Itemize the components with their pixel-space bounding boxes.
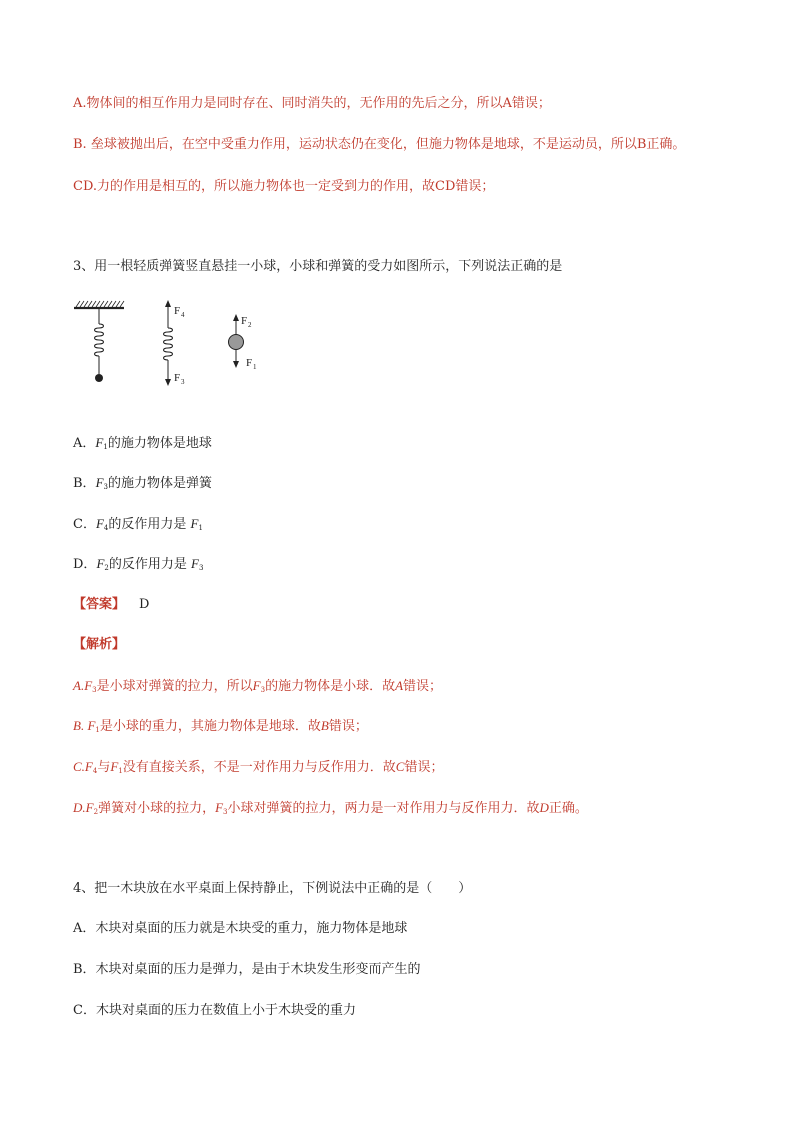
q4-option-b: B．木块对桌面的压力是弹力，是由于木块发生形变而产生的 — [73, 962, 421, 977]
isolated-spring — [164, 304, 173, 382]
analysis-tag-line — [73, 636, 125, 654]
question-3-stem: 3、用一根轻质弹簧竖直悬挂一小球，小球和弹簧的受力如图所示，下列说法正确的是 — [73, 259, 563, 274]
analysis-line-c: $C.F_4$与$F_1$没有直接关系，不是一对作用力与反作用力．故C错误； — [73, 759, 444, 775]
prev-solution-line-b: B. 垒球被抛出后，在空中受重力作用，运动状态仍在变化，但施力物体是地球，不是运动员，所以B正确。 — [73, 137, 686, 152]
arrow-down-icon — [233, 361, 239, 368]
analysis-line-d: $D.F_2$弹簧对小球的拉力，$F_3$小球对弹簧的拉力，两力是一对作用力与反作用力．故D正确。 — [73, 800, 588, 816]
label-f4: F — [174, 305, 181, 317]
label-f1: F — [246, 357, 253, 369]
hanging-spring — [95, 309, 104, 374]
arrow-up-icon — [165, 300, 171, 307]
q3-option-a: A．$F_1$的施力物体是地球 — [73, 435, 212, 451]
analysis-tag: 【解析】 — [73, 637, 126, 652]
analysis-line-a: $A.F_3$是小球对弹簧的拉力，所以$F_3$的施力物体是小球．故A错误； — [73, 678, 443, 694]
prev-solution-line-a: A.物体间的相互作用力是同时存在、同时消失的，无作用的先后之分，所以A错误； — [73, 96, 551, 111]
q4-option-a: A．木块对桌面的压力就是木块受的重力，施力物体是地球 — [73, 921, 408, 936]
ceiling — [74, 301, 124, 308]
label-f3: F — [174, 372, 181, 384]
answer-tag: 【答案】 — [73, 597, 126, 612]
label-f1-sub: 1 — [253, 363, 257, 371]
q4-option-c: C．木块对桌面的压力在数值上小于木块受的重力 — [73, 1003, 356, 1018]
arrow-up-icon — [233, 314, 239, 321]
isolated-ball — [229, 335, 244, 350]
answer-line — [73, 596, 149, 614]
analysis-line-b: B. $F_1$是小球的重力，其施力物体是地球．故B错误； — [73, 718, 368, 734]
q3-option-b: B．$F_3$的施力物体是弹簧 — [73, 475, 212, 491]
ball — [95, 374, 103, 382]
q3-option-d: D．$F_2$的反作用力是 $F_3$ — [73, 556, 204, 572]
arrow-down-icon — [165, 379, 171, 386]
label-f2-sub: 2 — [248, 321, 252, 329]
answer-value: D — [139, 597, 150, 612]
force-diagram — [68, 298, 278, 390]
question-4-stem: 4、把一木块放在水平桌面上保持静止，下例说法中正确的是（ ） — [73, 881, 472, 896]
prev-solution-line-cd: CD.力的作用是相互的，所以施力物体也一定受到力的作用，故CD错误； — [73, 179, 495, 194]
label-f4-sub: 4 — [181, 311, 185, 319]
q3-option-c: C．$F_4$的反作用力是 $F_1$ — [73, 516, 203, 532]
label-f3-sub: 3 — [181, 378, 185, 386]
label-f2: F — [241, 315, 248, 327]
